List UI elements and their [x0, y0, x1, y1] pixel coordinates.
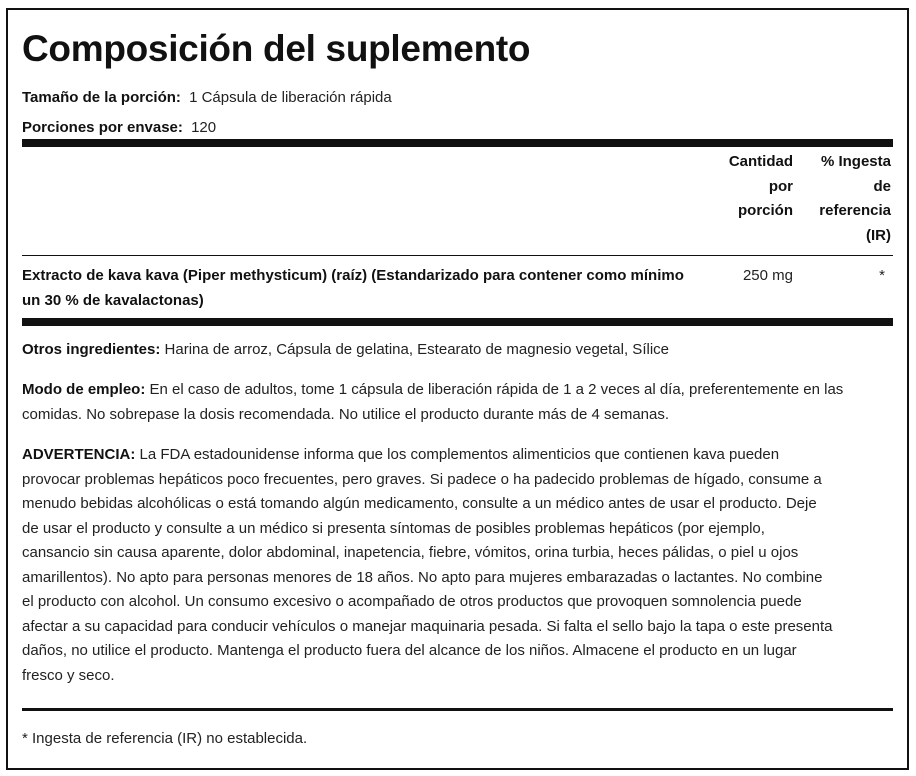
amount-header-line: por — [768, 177, 793, 195]
warning — [22, 443, 897, 688]
serving-size-label: Tamaño de la porción: — [22, 89, 181, 106]
supplement-facts-panel — [6, 8, 909, 770]
warning-line: daños, no utilice el producto. Mantenga el producto fuera del alcance de los niños. Almacene el producto en un lugar — [22, 642, 797, 659]
amount-per-serving-header — [708, 150, 793, 224]
other-ingredients-text: Harina de arroz, Cápsula de gelatina, Estearato de magnesio vegetal, Sílice — [160, 341, 669, 358]
reference-intake-header — [798, 150, 891, 248]
ingredient-name — [22, 264, 712, 313]
servings-per-container-value: 120 — [191, 119, 217, 136]
divider-bottom — [22, 708, 893, 711]
footnote: * Ingesta de referencia (IR) no establecida. — [22, 730, 308, 747]
directions-label: Modo de empleo: — [22, 381, 146, 398]
ingredient-name-line: Extracto de kava kava (Piper methysticum) (raíz) (Estandarizado para contener como mínimo — [22, 267, 684, 284]
divider-thin — [22, 255, 893, 256]
ingredient-name-line: un 30 % de kavalactonas) — [22, 291, 204, 309]
warning-line: cansancio sin causa aparente, dolor abdominal, inapetencia, fiebre, vómitos, orina turbia, heces pálidas, o piel u ojos — [22, 544, 799, 561]
serving-size-row — [22, 88, 392, 108]
directions — [22, 378, 897, 427]
warning-line: fresco y seco. — [22, 666, 115, 684]
directions-line: comidas. No sobrepase la dosis recomendada. No utilice el producto durante más de 4 semanas. — [22, 405, 670, 423]
amount-header-line: porción — [738, 202, 793, 219]
warning-line: menudo bebidas alcohólicas o está tomando algún medicamento, consulte a un médico antes de usar el producto. Deje — [22, 495, 817, 512]
ri-header-line: referencia — [819, 202, 891, 219]
amount-header-line: Cantidad — [728, 153, 793, 170]
ingredient-reference-intake: * — [879, 267, 885, 284]
warning-line: La FDA estadounidense informa que los complementos alimenticios que contienen kava pueden — [135, 446, 780, 463]
warning-line: afectar a su capacidad para conducir vehículos o manejar maquinaria pesada. Si falta el sello bajo la tapa o este presenta — [22, 617, 833, 635]
servings-per-container-row — [22, 118, 216, 138]
ri-header-line: % Ingesta — [820, 153, 891, 170]
ri-header-line: (IR) — [866, 226, 891, 244]
divider-thick-top — [22, 139, 893, 147]
divider-thick-middle — [22, 318, 893, 326]
servings-per-container-label: Porciones por envase: — [22, 119, 183, 136]
warning-line: amarillentos). No apto para personas menores de 18 años. No apto para mujeres embarazadas o lactantes. No combine — [22, 568, 823, 586]
panel-title: Composición del suplemento — [22, 28, 531, 69]
other-ingredients — [22, 338, 897, 363]
warning-line: el producto con alcohol. Un consumo excesivo o acompañado de otros productos que provoquen somnolencia puede — [22, 593, 802, 610]
ri-header-line: de — [873, 177, 891, 195]
directions-line: En el caso de adultos, tome 1 cápsula de liberación rápida de 1 a 2 veces al día, preferentemente en las — [145, 381, 844, 398]
ingredient-amount: 250 mg — [742, 267, 793, 284]
serving-size-value: 1 Cápsula de liberación rápida — [189, 89, 392, 106]
warning-label: ADVERTENCIA: — [22, 446, 136, 463]
warning-line: de usar el producto y consulte a un médico si presenta síntomas de posibles problemas hepáticos (por ejemplo, — [22, 519, 765, 537]
other-ingredients-label: Otros ingredientes: — [22, 341, 161, 358]
warning-line: provocar problemas hepáticos poco frecuentes, pero graves. Si padece o ha padecido problemas de hígado, consume a — [22, 470, 822, 488]
